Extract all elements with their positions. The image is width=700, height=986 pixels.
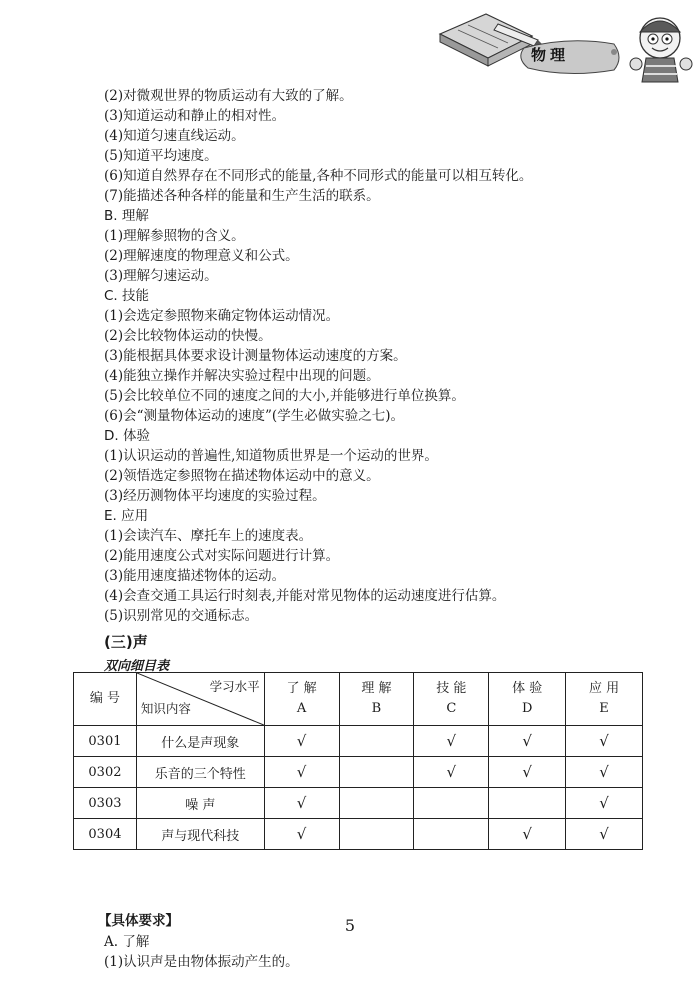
level-code: C bbox=[446, 701, 457, 716]
level-header-a bbox=[264, 673, 339, 726]
list-item: (5)识别常见的交通标志。 bbox=[104, 608, 259, 624]
list-item: (1)会读汽车、摩托车上的速度表。 bbox=[104, 528, 313, 544]
level-code: B bbox=[371, 701, 382, 716]
list-item: (6)会“测量物体运动的速度”(学生必做实验之七)。 bbox=[104, 408, 404, 424]
check-mark-a: √ bbox=[264, 757, 339, 788]
table-caption: 双向细目表 bbox=[104, 659, 170, 674]
list-item: (2)会比较物体运动的快慢。 bbox=[104, 328, 272, 344]
diagonal-header-cell bbox=[136, 673, 264, 726]
two-way-specification-table bbox=[73, 672, 643, 850]
subject-label: 物理 bbox=[531, 46, 570, 64]
check-mark-e: √ bbox=[566, 819, 643, 850]
list-item: (3)经历测物体平均速度的实验过程。 bbox=[104, 488, 326, 504]
check-mark-d: √ bbox=[489, 726, 566, 757]
list-item: (3)能用速度描述物体的运动。 bbox=[104, 568, 286, 584]
level-header-c bbox=[414, 673, 489, 726]
list-item: (2)领悟选定参照物在描述物体运动中的意义。 bbox=[104, 468, 380, 484]
list-item: (2)能用速度公式对实际问题进行计算。 bbox=[104, 548, 340, 564]
list-item: (6)知道自然界存在不同形式的能量,各种不同形式的能量可以相互转化。 bbox=[104, 168, 533, 184]
section-heading-d: D. 体验 bbox=[104, 428, 150, 444]
level-name: 技 能 bbox=[436, 681, 467, 696]
check-mark-a: √ bbox=[264, 819, 339, 850]
level-name: 了 解 bbox=[286, 681, 317, 696]
level-header-b bbox=[339, 673, 414, 726]
header-decoration bbox=[428, 6, 700, 86]
check-mark-b bbox=[339, 819, 414, 850]
check-mark-b bbox=[339, 726, 414, 757]
row-id: 0304 bbox=[74, 819, 137, 850]
check-mark-c: √ bbox=[414, 757, 489, 788]
list-item: (1)认识运动的普遍性,知道物质世界是一个运动的世界。 bbox=[104, 448, 438, 464]
section-heading-c: C. 技能 bbox=[104, 288, 150, 304]
row-id: 0303 bbox=[74, 788, 137, 819]
list-item: (7)能描述各种各样的能量和生产生活的联系。 bbox=[104, 188, 380, 204]
check-mark-e: √ bbox=[566, 726, 643, 757]
list-item: (4)会查交通工具运行时刻表,并能对常见物体的运动速度进行估算。 bbox=[104, 588, 506, 604]
row-topic: 什么是声现象 bbox=[136, 726, 264, 757]
check-mark-e: √ bbox=[566, 788, 643, 819]
check-mark-b bbox=[339, 788, 414, 819]
check-mark-d: √ bbox=[489, 819, 566, 850]
check-mark-a: √ bbox=[264, 726, 339, 757]
check-mark-c bbox=[414, 788, 489, 819]
level-code: E bbox=[599, 701, 609, 716]
row-topic: 乐音的三个特性 bbox=[136, 757, 264, 788]
table-header-row bbox=[74, 673, 643, 726]
section-title: (三)声 bbox=[104, 633, 148, 651]
level-code: D bbox=[521, 701, 533, 716]
table-row bbox=[74, 726, 643, 757]
check-mark-d: √ bbox=[489, 757, 566, 788]
level-name: 应 用 bbox=[588, 681, 620, 696]
list-item: (4)知道匀速直线运动。 bbox=[104, 128, 245, 144]
learning-level-label: 学习水平 bbox=[209, 679, 260, 694]
list-item: (5)会比较单位不同的速度之间的大小,并能够进行单位换算。 bbox=[104, 388, 465, 404]
check-mark-a: √ bbox=[264, 788, 339, 819]
level-header-d bbox=[489, 673, 566, 726]
list-item: (5)知道平均速度。 bbox=[104, 148, 218, 164]
row-id: 0301 bbox=[74, 726, 137, 757]
check-mark-d bbox=[489, 788, 566, 819]
check-mark-e: √ bbox=[566, 757, 643, 788]
row-topic: 噪 声 bbox=[136, 788, 264, 819]
check-mark-b bbox=[339, 757, 414, 788]
page-number: 5 bbox=[344, 916, 356, 935]
list-item: (3)能根据具体要求设计测量物体运动速度的方案。 bbox=[104, 348, 407, 364]
list-item: (2)对微观世界的物质运动有大致的了解。 bbox=[104, 88, 353, 104]
list-item: (3)知道运动和静止的相对性。 bbox=[104, 108, 286, 124]
list-item: (1)认识声是由物体振动产生的。 bbox=[104, 954, 299, 970]
level-name: 体 验 bbox=[512, 681, 543, 696]
list-item: (2)理解速度的物理意义和公式。 bbox=[104, 248, 299, 264]
check-mark-c: √ bbox=[414, 726, 489, 757]
knowledge-content-label: 知识内容 bbox=[140, 701, 191, 716]
list-item: (1)会选定参照物来确定物体运动情况。 bbox=[104, 308, 340, 324]
requirements-heading: A. 了解 bbox=[104, 934, 150, 950]
requirements-title: 【具体要求】 bbox=[98, 913, 179, 929]
row-topic: 声与现代科技 bbox=[136, 819, 264, 850]
table-row bbox=[74, 757, 643, 788]
level-code: A bbox=[296, 701, 307, 716]
table-row bbox=[74, 819, 643, 850]
row-id: 0302 bbox=[74, 757, 137, 788]
list-item: (3)理解匀速运动。 bbox=[104, 268, 218, 284]
table-row bbox=[74, 788, 643, 819]
list-item: (1)理解参照物的含义。 bbox=[104, 228, 245, 244]
level-header-e bbox=[566, 673, 643, 726]
section-heading-b: B. 理解 bbox=[104, 208, 149, 224]
section-heading-e: E. 应用 bbox=[104, 508, 149, 524]
list-item: (4)能独立操作并解决实验过程中出现的问题。 bbox=[104, 368, 380, 384]
id-column-header: 编 号 bbox=[74, 673, 137, 726]
level-name: 理 解 bbox=[361, 681, 392, 696]
check-mark-c bbox=[414, 819, 489, 850]
